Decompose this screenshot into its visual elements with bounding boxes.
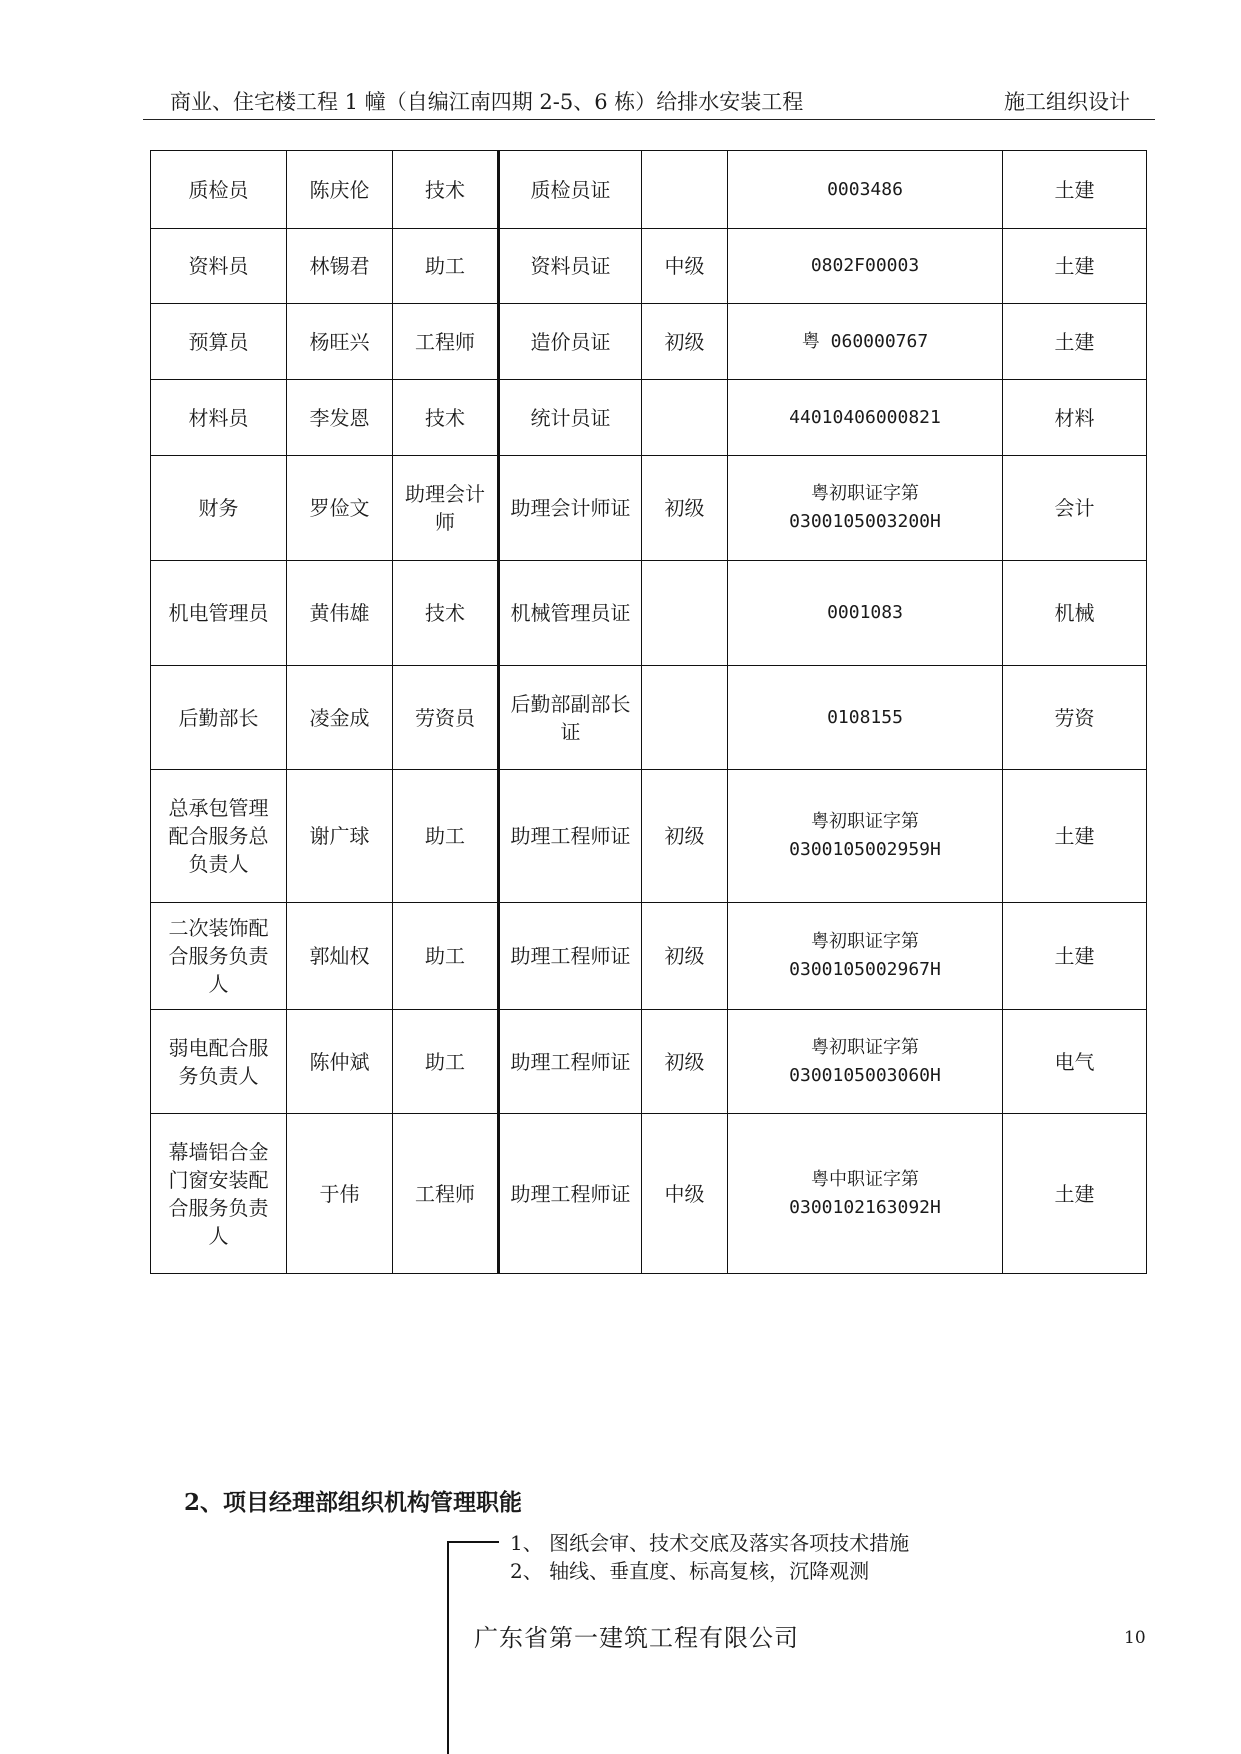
cell-name: 李发恩 — [287, 380, 393, 456]
cell-specialty: 土建 — [1003, 229, 1147, 304]
cell-title: 技术 — [393, 151, 499, 229]
cell-specialty: 会计 — [1003, 456, 1147, 561]
cell-specialty: 土建 — [1003, 151, 1147, 229]
cell-level: 初级 — [642, 903, 728, 1010]
cell-level: 中级 — [642, 1114, 728, 1274]
header-divider — [143, 119, 1155, 120]
page-header — [150, 86, 1130, 120]
cell-level — [642, 666, 728, 770]
cell-specialty: 劳资 — [1003, 666, 1147, 770]
cell-name: 陈仲斌 — [287, 1010, 393, 1114]
table-row — [151, 304, 1147, 380]
cell-certificate: 后勤部副部长证 — [499, 666, 642, 770]
cell-specialty: 土建 — [1003, 903, 1147, 1010]
table-row — [151, 770, 1147, 903]
cell-role: 材料员 — [151, 380, 287, 456]
cell-cert-no: 0802F00003 — [728, 229, 1003, 304]
cell-name: 陈庆伦 — [287, 151, 393, 229]
cell-cert-no: 粤 060000767 — [728, 304, 1003, 380]
table-row — [151, 903, 1147, 1010]
cell-certificate: 质检员证 — [499, 151, 642, 229]
cell-cert-no: 粤初职证字第 0300105002967H — [728, 903, 1003, 1010]
cell-cert-no: 44010406000821 — [728, 380, 1003, 456]
cell-certificate: 助理会计师证 — [499, 456, 642, 561]
cell-role: 幕墙铝合金门窗安装配合服务负责人 — [151, 1114, 287, 1274]
project-title: 商业、住宅楼工程 1 幢（自编江南四期 2-5、6 栋）给排水安装工程 — [170, 90, 804, 114]
org-chart-bracket-top — [447, 1541, 499, 1543]
cell-title: 工程师 — [393, 304, 499, 380]
table-row — [151, 456, 1147, 561]
cell-role: 机电管理员 — [151, 561, 287, 666]
cell-role: 质检员 — [151, 151, 287, 229]
table-row — [151, 561, 1147, 666]
cell-title: 助理会计师 — [393, 456, 499, 561]
cell-cert-no: 0108155 — [728, 666, 1003, 770]
page-number: 10 — [1124, 1628, 1146, 1648]
cell-cert-no: 粤初职证字第 0300105003200H — [728, 456, 1003, 561]
staff-table — [150, 150, 1147, 1274]
cell-level — [642, 151, 728, 229]
cell-name: 凌金成 — [287, 666, 393, 770]
cell-specialty: 电气 — [1003, 1010, 1147, 1114]
cell-certificate: 统计员证 — [499, 380, 642, 456]
cell-title: 技术 — [393, 561, 499, 666]
cell-title: 助工 — [393, 1010, 499, 1114]
cell-cert-no: 0003486 — [728, 151, 1003, 229]
cell-certificate: 机械管理员证 — [499, 561, 642, 666]
cell-title: 助工 — [393, 770, 499, 903]
cell-name: 杨旺兴 — [287, 304, 393, 380]
cell-role: 资料员 — [151, 229, 287, 304]
cell-title: 助工 — [393, 229, 499, 304]
cell-name: 于伟 — [287, 1114, 393, 1274]
cell-level: 初级 — [642, 456, 728, 561]
cell-specialty: 机械 — [1003, 561, 1147, 666]
table-row — [151, 1114, 1147, 1274]
cell-title: 技术 — [393, 380, 499, 456]
cell-name: 罗俭文 — [287, 456, 393, 561]
cell-level: 初级 — [642, 304, 728, 380]
cell-role: 二次装饰配合服务负责人 — [151, 903, 287, 1010]
table-row — [151, 1010, 1147, 1114]
cell-name: 谢广球 — [287, 770, 393, 903]
cell-title: 劳资员 — [393, 666, 499, 770]
cell-cert-no: 粤中职证字第 0300102163092H — [728, 1114, 1003, 1274]
cell-level: 初级 — [642, 770, 728, 903]
table-row — [151, 229, 1147, 304]
cell-role: 后勤部长 — [151, 666, 287, 770]
duty-item: 1、 图纸会审、技术交底及落实各项技术措施 — [510, 1531, 910, 1555]
cell-cert-no: 0001083 — [728, 561, 1003, 666]
cell-certificate: 资料员证 — [499, 229, 642, 304]
cell-certificate: 助理工程师证 — [499, 903, 642, 1010]
cell-title: 助工 — [393, 903, 499, 1010]
cell-name: 郭灿权 — [287, 903, 393, 1010]
cell-specialty: 土建 — [1003, 770, 1147, 903]
cell-specialty: 材料 — [1003, 380, 1147, 456]
table-row — [151, 380, 1147, 456]
cell-certificate: 助理工程师证 — [499, 770, 642, 903]
cell-level — [642, 380, 728, 456]
cell-role: 弱电配合服务负责人 — [151, 1010, 287, 1114]
cell-certificate: 造价员证 — [499, 304, 642, 380]
cell-level — [642, 561, 728, 666]
cell-certificate: 助理工程师证 — [499, 1010, 642, 1114]
cell-title: 工程师 — [393, 1114, 499, 1274]
cell-level: 初级 — [642, 1010, 728, 1114]
cell-level: 中级 — [642, 229, 728, 304]
company-name: 广东省第一建筑工程有限公司 — [474, 1624, 799, 1652]
cell-certificate: 助理工程师证 — [499, 1114, 642, 1274]
cell-name: 黄伟雄 — [287, 561, 393, 666]
cell-role: 预算员 — [151, 304, 287, 380]
document-type: 施工组织设计 — [1004, 90, 1130, 114]
cell-role: 财务 — [151, 456, 287, 561]
cell-specialty: 土建 — [1003, 304, 1147, 380]
cell-role: 总承包管理配合服务总负责人 — [151, 770, 287, 903]
table-row — [151, 666, 1147, 770]
cell-specialty: 土建 — [1003, 1114, 1147, 1274]
cell-cert-no: 粤初职证字第 0300105003060H — [728, 1010, 1003, 1114]
org-chart-bracket-line — [447, 1541, 449, 1754]
section-heading: 2、项目经理部组织机构管理职能 — [184, 1489, 523, 1516]
duty-item: 2、 轴线、垂直度、标高复核，沉降观测 — [510, 1559, 870, 1583]
cell-name: 林锡君 — [287, 229, 393, 304]
cell-cert-no: 粤初职证字第 0300105002959H — [728, 770, 1003, 903]
table-row — [151, 151, 1147, 229]
